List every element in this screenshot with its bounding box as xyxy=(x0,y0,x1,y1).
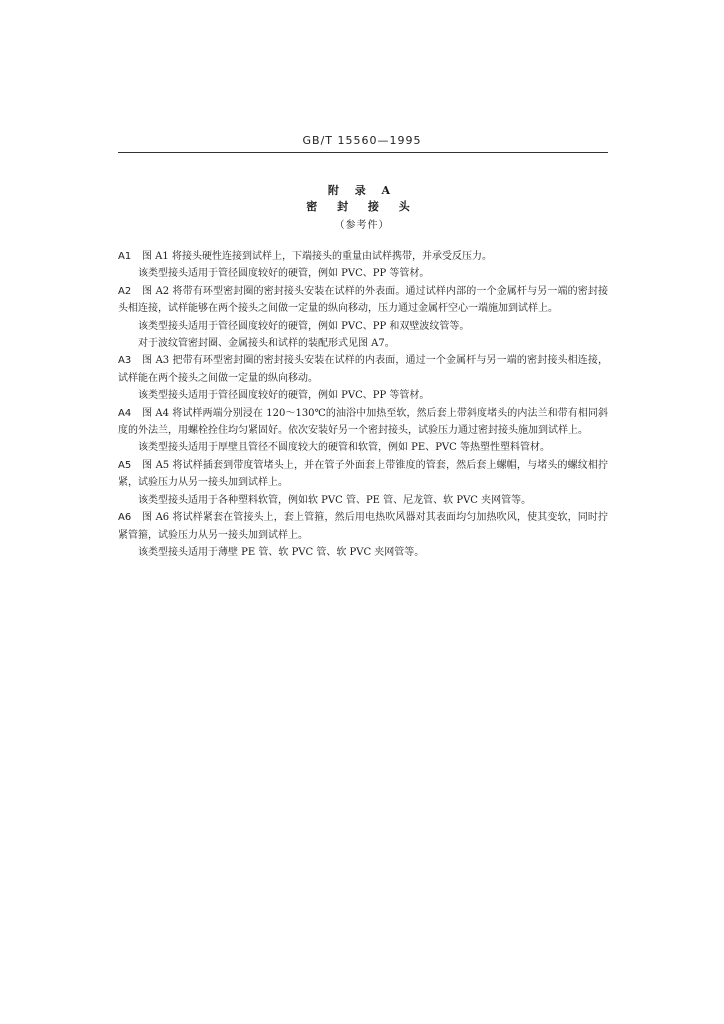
paragraph-text: 该类型接头适用于各种塑料软管，例如软 PVC 管、PE 管、尼龙管、软 PVC 夹网管等。 xyxy=(138,494,532,506)
clause-a1 xyxy=(118,248,608,265)
paragraph xyxy=(118,387,608,404)
paragraph-text: 图 A4 将试样两端分别浸在 120～130℃的油浴中加热至软，然后套上带斜度堵头的内法兰和带有相同斜度的外法兰，用螺栓拴住均匀紧固好。依次安装好另一个密封接头，试验压力通过密封接头施加到试样上。 xyxy=(118,407,608,437)
paragraph-text: 对于波纹管密封圈、金属接头和试样的装配形式见图 A7。 xyxy=(138,338,395,350)
annex-body xyxy=(118,248,608,561)
clause-id: A1 xyxy=(118,251,132,262)
clause-a6 xyxy=(118,509,608,544)
clause-a2 xyxy=(118,283,608,318)
header-rule xyxy=(118,152,608,153)
annex-note: （参考件） xyxy=(334,220,390,231)
clause-id: A3 xyxy=(118,355,132,367)
paragraph-text: 该类型接头适用于管径圆度较好的硬管，例如 PVC、PP 和双壁波纹管等。 xyxy=(138,320,470,332)
paragraph-text: 该类型接头适用于厚壁且管径不圆度较大的硬管和软管，例如 PE、PVC 等热塑性塑料管材。 xyxy=(138,442,550,454)
paragraph xyxy=(118,265,608,282)
annex-label: 附 录 A xyxy=(327,184,397,197)
paragraph-text: 图 A1 将接头硬性连接到试样上，下端接头的重量由试样携带，并承受反压力。 xyxy=(142,251,492,262)
clause-a5 xyxy=(118,457,608,492)
clause-id: A6 xyxy=(118,512,132,524)
paragraph-text: 图 A6 将试样紧套在管接头上，套上管箍，然后用电热吹风器对其表面均匀加热吹风，使其变软，同时拧紧管箍，试验压力从另一接头加到试样上。 xyxy=(118,512,608,541)
paragraph-text: 该类型接头适用于管径圆度较好的硬管，例如 PVC、PP 等管材。 xyxy=(138,390,430,402)
paragraph xyxy=(118,439,608,456)
paragraph xyxy=(118,335,608,352)
paragraph-text: 该类型接头适用于管径圆度较好的硬管，例如 PVC、PP 等管材。 xyxy=(138,268,430,280)
clause-id: A2 xyxy=(118,285,132,297)
paragraph-text: 图 A2 将带有环型密封圈的密封接头安装在试样的外表面。通过试样内部的一个金属杆与另一端的密封接头相连接，试样能够在两个接头之间做一定量的纵向移动，压力通过金属杆空心一端施加到试样上。 xyxy=(118,285,608,315)
clause-id: A5 xyxy=(118,459,132,471)
paragraph xyxy=(118,318,608,335)
paragraph-text: 图 A5 将试样插套到带度管堵头上，并在管子外面套上带锥度的管套，然后套上螺帽，与堵头的螺纹相拧紧，试验压力从另一接头加到试样上。 xyxy=(118,459,608,489)
paragraph xyxy=(118,492,608,509)
clause-a4 xyxy=(118,405,608,440)
annex-title: 密 封 接 头 xyxy=(306,200,418,213)
clause-id: A4 xyxy=(118,407,132,419)
paragraph-text: 该类型接头适用于薄壁 PE 管、软 PVC 管、软 PVC 夹网管等。 xyxy=(138,546,425,558)
clause-a3 xyxy=(118,352,608,387)
standard-number: GB/T 15560—1995 xyxy=(302,134,422,147)
paragraph-text: 图 A3 把带有环型密封圈的密封接头安装在试样的内表面，通过一个金属杆与另一端的密封接头相连接，试样能在两个接头之间做一定量的纵向移动。 xyxy=(118,355,608,384)
paragraph xyxy=(118,544,608,561)
